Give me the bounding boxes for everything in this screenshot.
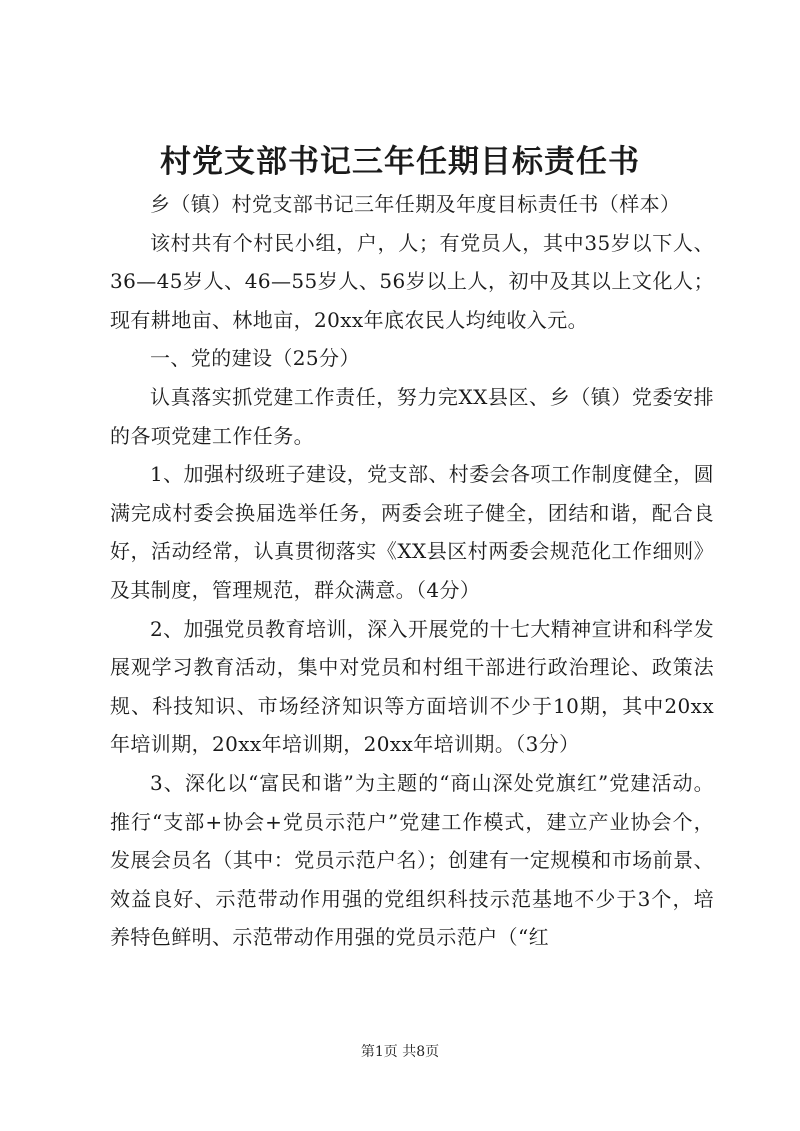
- section-heading-party-building: 一、党的建设（25分）: [150, 346, 360, 371]
- document-title: 村党支部书记三年任期目标责任书: [160, 144, 640, 180]
- paragraph-item-1: 1、加强村级班子建设，党支部、村委会各项工作制度健全，圆满完成村委会换届选举任务，两委会班子健全，团结和谐，配合良好，活动经常，认真贯彻落实《XX县区村两委会规范化工作细则》及其制度，管理规范，群众满意。（4分）: [110, 462, 714, 602]
- page-footer: 第1页 共8页: [360, 1044, 440, 1060]
- paragraph-subtitle: 乡（镇）村党支部书记三年任期及年度目标责任书（样本）: [150, 192, 681, 216]
- paragraph-item-2: 2、加强党员教育培训，深入开展党的十七大精神宣讲和科学发展观学习教育活动，集中对党员和村组干部进行政治理论、政策法规、科技知识、市场经济知识等方面培训不少于10期，其中20xx年培训期，20xx年培训期，20xx年培训期。（3分）: [110, 616, 714, 757]
- paragraph-village-info: 该村共有个村民小组，户，人；有党员人，其中35岁以下人、36—45岁人、46—55岁人、56岁以上人，初中及其以上文化人；现有耕地亩、林地亩，20xx年底农民人均纯收入元。: [110, 230, 714, 332]
- document-body: [110, 185, 714, 957]
- paragraph-item-3: 3、深化以“富民和谐”为主题的“商山深处党旗红”党建活动。推行“支部+协会+党员示范户”党建工作模式，建立产业协会个，发展会员名（其中：党员示范户名）；创建有一定规模和市场前景、效益良好、示范带动作用强的党组织科技示范基地不少于3个，培养特色鲜明、示范带动作用强的党员示范户（“红: [110, 770, 714, 950]
- paragraph-party-duty: 认真落实抓党建工作责任，努力完XX县区、乡（镇）党委安排的各项党建工作任务。: [110, 384, 714, 448]
